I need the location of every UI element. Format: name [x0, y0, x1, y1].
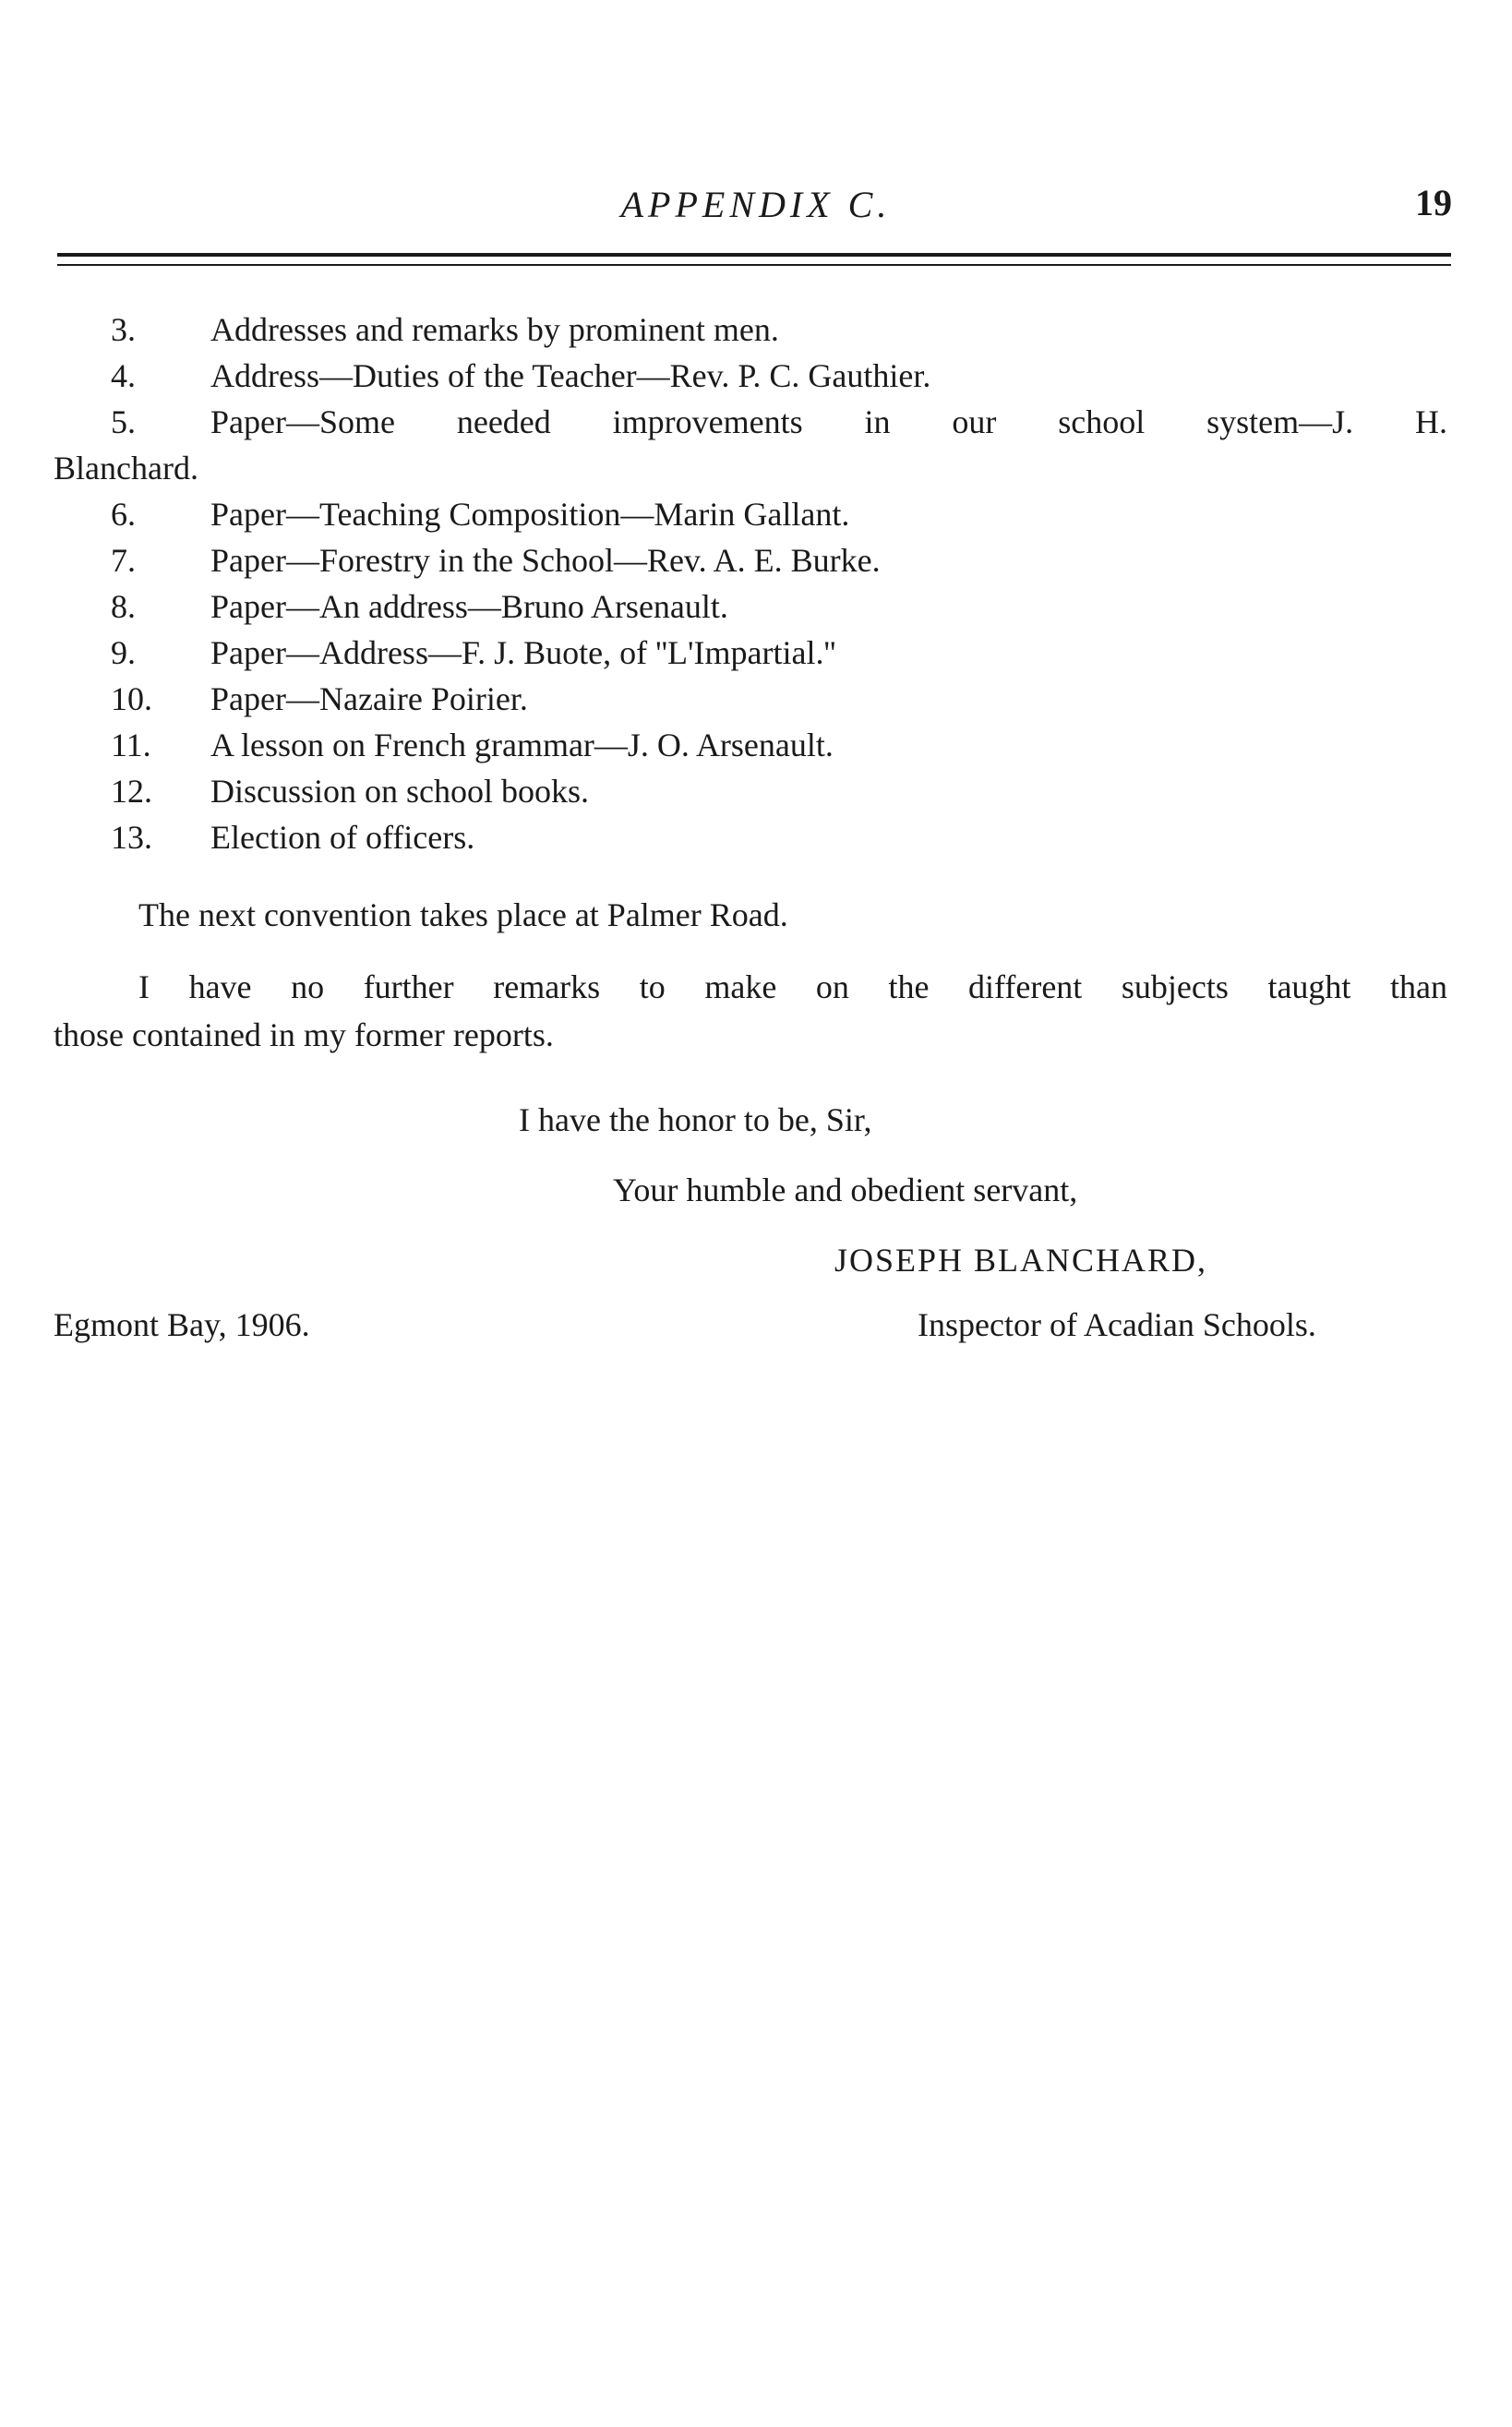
list-item-number: 4.: [111, 357, 136, 394]
list-item-continuation: Blanchard.: [54, 450, 198, 487]
list-item-number: 10.: [111, 680, 152, 717]
list-item-text: Paper—Teaching Composition—Marin Gallant.: [210, 496, 850, 533]
list-item-text: Address—Duties of the Teacher—Rev. P. C. Gauthier.: [210, 357, 931, 394]
header-rule-thick: [57, 253, 1451, 257]
list-item-text: Addresses and remarks by prominent men.: [210, 311, 779, 348]
list-item-number: 13.: [111, 819, 152, 856]
list-item-number: 7.: [111, 542, 136, 579]
list-item-text: A lesson on French grammar—J. O. Arsenault.: [210, 727, 834, 763]
signatory-title: Inspector of Acadian Schools.: [918, 1306, 1316, 1343]
closing-valediction: Your humble and obedient servant,: [613, 1171, 1078, 1208]
list-item-number: 12.: [111, 773, 152, 810]
place-and-date: Egmont Bay, 1906.: [54, 1306, 310, 1343]
list-item-number: 6.: [111, 496, 136, 533]
list-item-text: Election of officers.: [210, 819, 475, 856]
signatory-name: JOSEPH BLANCHARD,: [834, 1242, 1208, 1279]
list-item-number: 11.: [111, 727, 151, 763]
list-item-text: Discussion on school books.: [210, 773, 590, 810]
running-header-title: APPENDIX C.: [620, 184, 892, 225]
list-item-number: 9.: [111, 634, 136, 671]
list-item-number: 3.: [111, 311, 136, 348]
list-item-text: Paper—An address—Bruno Arsenault.: [210, 588, 728, 625]
list-item-number: 5.: [111, 403, 136, 440]
list-item-text: Paper—Address—F. J. Buote, of ''L'Impartial.'': [210, 634, 836, 671]
closing-salutation: I have the honor to be, Sir,: [519, 1101, 872, 1138]
list-item-text: Paper—Nazaire Poirier.: [210, 680, 528, 717]
paragraph-next-convention: The next convention takes place at Palmer Road.: [138, 896, 788, 933]
list-item-text: Paper—Some needed improvements in our school system—J. H.: [210, 403, 1447, 440]
header-rule-thin: [57, 264, 1451, 266]
list-item-number: 8.: [111, 588, 136, 625]
paragraph-remarks-line-2: those contained in my former reports.: [54, 1016, 554, 1053]
paragraph-remarks-line-1: I have no further remarks to make on the different subjects taught than: [138, 968, 1447, 1005]
list-item-text: Paper—Forestry in the School—Rev. A. E. Burke.: [210, 542, 881, 579]
page-number: 19: [1415, 182, 1452, 223]
